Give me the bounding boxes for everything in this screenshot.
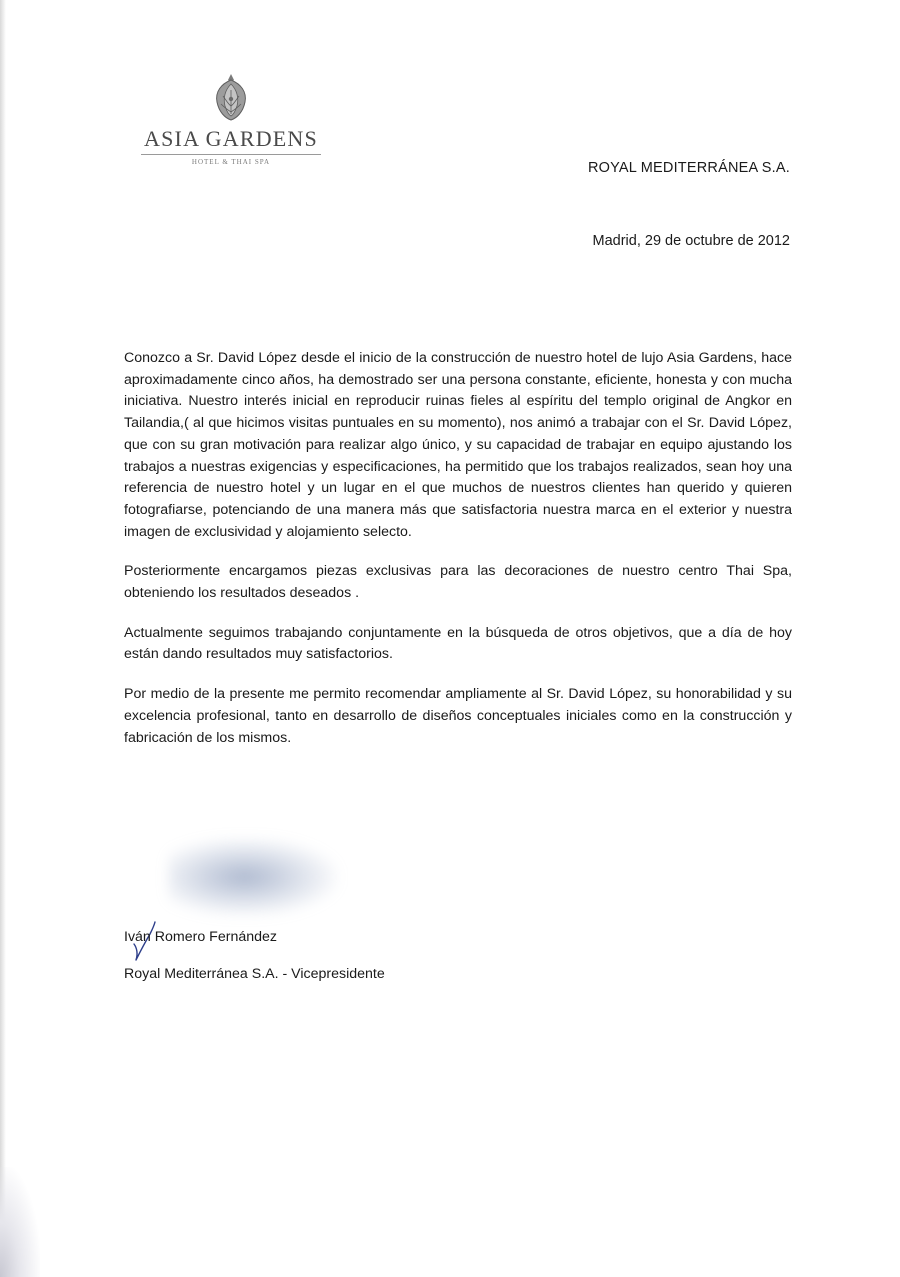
page-edge-shadow <box>0 0 6 1277</box>
lotus-emblem-icon <box>211 72 251 122</box>
page-corner-shadow <box>0 1167 40 1277</box>
paragraph: Por medio de la presente me permito recomendar ampliamente al Sr. David López, su honorabilidad y su excelencia profesional, tanto en desarrollo de diseños conceptuales iniciales como en la construcción y fabricación de los mismos. <box>124 686 792 746</box>
date-line: Madrid, 29 de octubre de 2012 <box>592 233 790 249</box>
logo-subtitle: HOTEL & THAI SPA <box>191 158 271 166</box>
logo-name: ASIA GARDENS <box>144 126 318 151</box>
signer-name: Iván Romero Fernández <box>124 929 277 945</box>
recipient-company: ROYAL MEDITERRÁNEA S.A. <box>587 160 790 176</box>
logo-divider <box>141 154 321 155</box>
signer-title: Royal Mediterránea S.A. - Vicepresidente <box>124 966 385 982</box>
paragraph: Actualmente seguimos trabajando conjuntamente en la búsqueda de otros objetivos, que a día de hoy están dando resultados muy satisfactorios. <box>124 624 792 663</box>
blurred-signature <box>168 838 338 916</box>
paragraph: Conozco a Sr. David López desde el inicio de la construcción de nuestro hotel de lujo Asia Gardens, hace aproximadamente cinco años, ha demostrado ser una persona constante, eficiente, honesta y con mucha iniciativa. Nuestro interés inicial en reproducir ruinas fieles al espíritu del templo original de Angkor en Tailandia,( al que hicimos visitas puntuales en su momento), nos animó a trabajar con el Sr. David López, que con su gran motivación para realizar algo único, y su capacidad de trabajar en equipo ajustando los trabajos a nuestras exigencias y especificaciones, ha permitido que los trabajos realizados, sean hoy una referencia de nuestro hotel y un lugar en el que muchos de nuestros clientes han querido y quieren fotografiarse, potenciando de una manera más que satisfactoria nuestra marca en el exterior y nuestra imagen de exclusividad y alojamiento selecto. <box>124 350 792 540</box>
paragraph: Posteriormente encargamos piezas exclusivas para las decoraciones de nuestro centro Thai Spa, obteniendo los resultados deseados . <box>124 563 792 602</box>
letterhead-logo <box>135 72 327 166</box>
letter-body <box>124 348 792 767</box>
